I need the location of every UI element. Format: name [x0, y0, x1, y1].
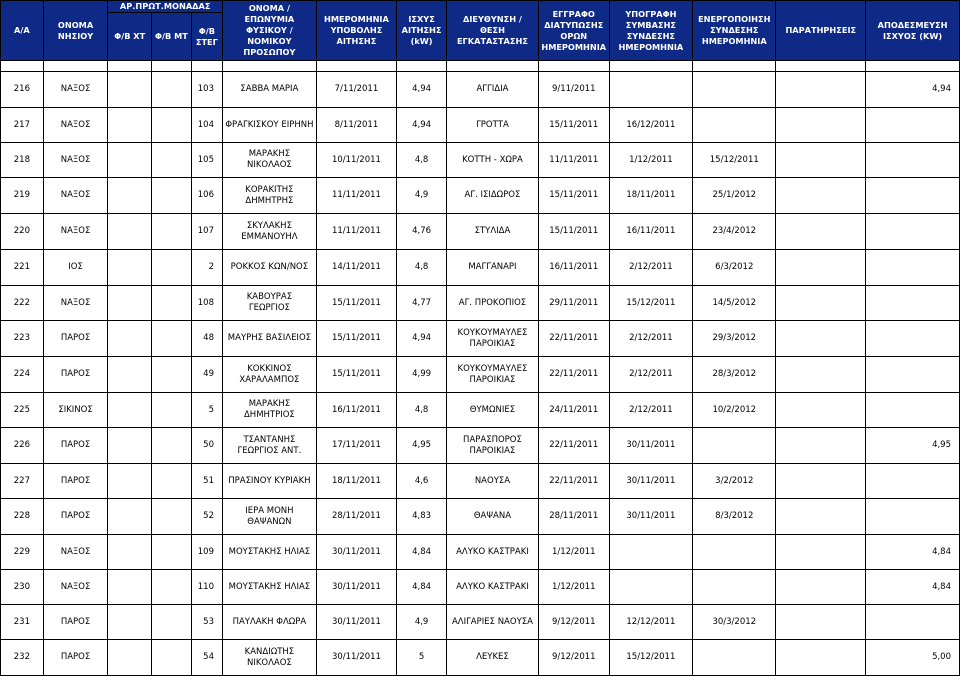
cell-island: ΝΑΞΟΣ	[43, 72, 108, 108]
cell-address: ΑΛΥΚΟ ΚΑΣΤΡΑΚΙ	[447, 535, 539, 570]
table-row	[1, 640, 960, 676]
cell-power: 4,8	[397, 143, 447, 178]
cell-fb-mt	[152, 250, 192, 286]
cell-sign-date: 2/12/2011	[609, 321, 692, 357]
cell-submit-date: 11/11/2011	[316, 214, 396, 250]
cell-notes	[776, 250, 866, 286]
cell-reserve	[866, 286, 960, 321]
cell-name: ΜΑΡΑΚΗΣ ΝΙΚΟΛΑΟΣ	[223, 143, 317, 178]
cell-fb-xt	[108, 108, 152, 143]
cell-fb-xt	[108, 393, 152, 428]
spacer-cell	[1, 61, 44, 72]
cell-name: ΚΟΡΑΚΙΤΗΣ ΔΗΜΗΤΡΗΣ	[223, 178, 317, 214]
cell-reserve: 4,84	[866, 570, 960, 605]
cell-address: ΑΓΓΙΔΙΑ	[447, 72, 539, 108]
cell-fb-mt	[152, 535, 192, 570]
cell-fb-xt	[108, 72, 152, 108]
table-row	[1, 286, 960, 321]
cell-island: ΠΑΡΟΣ	[43, 605, 108, 640]
cell-sign-date: 16/12/2011	[609, 108, 692, 143]
cell-fb-mt	[152, 605, 192, 640]
cell-aa: 218	[1, 143, 44, 178]
cell-reserve	[866, 214, 960, 250]
cell-island: ΣΙΚΙΝΟΣ	[43, 393, 108, 428]
table-row	[1, 605, 960, 640]
cell-reserve	[866, 250, 960, 286]
cell-aa: 220	[1, 214, 44, 250]
cell-submit-date: 15/11/2011	[316, 321, 396, 357]
cell-reserve	[866, 393, 960, 428]
cell-aa: 216	[1, 72, 44, 108]
cell-power: 4,94	[397, 321, 447, 357]
table-row	[1, 72, 960, 108]
cell-notes	[776, 214, 866, 250]
cell-island: ΝΑΞΟΣ	[43, 535, 108, 570]
cell-fb-steg: 108	[191, 286, 222, 321]
spacer-cell	[191, 61, 222, 72]
cell-notes	[776, 428, 866, 464]
cell-activation-date: 6/3/2012	[693, 250, 776, 286]
cell-aa: 232	[1, 640, 44, 676]
cell-terms-date: 22/11/2011	[538, 321, 609, 357]
cell-fb-xt	[108, 321, 152, 357]
cell-name: ΡΟΚΚΟΣ ΚΩΝ/ΝΟΣ	[223, 250, 317, 286]
cell-name: ΚΑΝΔΙΩΤΗΣ ΝΙΚΟΛΑΟΣ	[223, 640, 317, 676]
col-aa: Α/Α	[1, 1, 44, 61]
cell-island: ΝΑΞΟΣ	[43, 108, 108, 143]
cell-aa: 219	[1, 178, 44, 214]
spacer-cell	[108, 61, 152, 72]
cell-island: ΝΑΞΟΣ	[43, 570, 108, 605]
cell-fb-mt	[152, 143, 192, 178]
table-row	[1, 250, 960, 286]
cell-activation-date: 28/3/2012	[693, 357, 776, 393]
cell-sign-date	[609, 570, 692, 605]
cell-reserve	[866, 357, 960, 393]
cell-terms-date: 1/12/2011	[538, 570, 609, 605]
cell-island: ΝΑΞΟΣ	[43, 286, 108, 321]
table-row	[1, 178, 960, 214]
cell-address: ΛΕΥΚΕΣ	[447, 640, 539, 676]
cell-name: ΜΑΥΡΗΣ ΒΑΣΙΛΕΙΟΣ	[223, 321, 317, 357]
cell-reserve	[866, 108, 960, 143]
cell-power: 4,8	[397, 393, 447, 428]
col-power: ΙΣΧΥΣ ΑΙΤΗΣΗΣ (kW)	[397, 1, 447, 61]
cell-fb-xt	[108, 428, 152, 464]
cell-fb-mt	[152, 464, 192, 499]
cell-fb-xt	[108, 570, 152, 605]
cell-submit-date: 17/11/2011	[316, 428, 396, 464]
cell-power: 4,9	[397, 178, 447, 214]
cell-fb-mt	[152, 214, 192, 250]
cell-fb-steg: 110	[191, 570, 222, 605]
cell-reserve	[866, 605, 960, 640]
cell-address: ΠΑΡΑΣΠΟΡΟΣ ΠΑΡΟΙΚΙΑΣ	[447, 428, 539, 464]
table-row	[1, 108, 960, 143]
cell-address: ΚΟΥΚΟΥΜΑΥΛΕΣ ΠΑΡΟΙΚΙΑΣ	[447, 321, 539, 357]
col-fb-mt: Φ/Β ΜΤ	[152, 13, 192, 61]
cell-fb-mt	[152, 393, 192, 428]
cell-name: ΚΑΒΟΥΡΑΣ ΓΕΩΡΓΙΟΣ	[223, 286, 317, 321]
cell-submit-date: 16/11/2011	[316, 393, 396, 428]
col-fb-xt: Φ/Β ΧΤ	[108, 13, 152, 61]
cell-fb-steg: 53	[191, 605, 222, 640]
cell-name: ΣΚΥΛΑΚΗΣ ΕΜΜΑΝΟΥΗΛ	[223, 214, 317, 250]
cell-fb-mt	[152, 286, 192, 321]
cell-notes	[776, 499, 866, 535]
cell-submit-date: 30/11/2011	[316, 640, 396, 676]
spacer-cell	[866, 61, 960, 72]
cell-address: ΣΤΥΛΙΔΑ	[447, 214, 539, 250]
cell-name: ΜΟΥΣΤΑΚΗΣ ΗΛΙΑΣ	[223, 570, 317, 605]
cell-address: ΑΓ. ΠΡΟΚΟΠΙΟΣ	[447, 286, 539, 321]
cell-power: 4,8	[397, 250, 447, 286]
cell-reserve: 5,00	[866, 640, 960, 676]
cell-fb-xt	[108, 464, 152, 499]
cell-sign-date: 2/12/2011	[609, 357, 692, 393]
table-row	[1, 321, 960, 357]
table-row	[1, 570, 960, 605]
cell-name: ΙΕΡΑ ΜΟΝΗ ΘΑΨΑΝΩΝ	[223, 499, 317, 535]
cell-aa: 222	[1, 286, 44, 321]
spacer-cell	[152, 61, 192, 72]
cell-sign-date	[609, 535, 692, 570]
cell-fb-steg: 105	[191, 143, 222, 178]
col-sign-date: ΥΠΟΓΡΑΦΗ ΣΥΜΒΑΣΗΣ ΣΥΝΔΕΣΗΣ ΗΜΕΡΟΜΗΝΙΑ	[609, 1, 692, 61]
cell-power: 4,9	[397, 605, 447, 640]
cell-power: 4,94	[397, 108, 447, 143]
cell-fb-xt	[108, 178, 152, 214]
cell-island: ΙΟΣ	[43, 250, 108, 286]
cell-terms-date: 11/11/2011	[538, 143, 609, 178]
cell-terms-date: 28/11/2011	[538, 499, 609, 535]
cell-fb-mt	[152, 178, 192, 214]
cell-reserve: 4,84	[866, 535, 960, 570]
cell-fb-steg: 51	[191, 464, 222, 499]
cell-terms-date: 29/11/2011	[538, 286, 609, 321]
cell-reserve: 4,94	[866, 72, 960, 108]
cell-terms-date: 9/11/2011	[538, 72, 609, 108]
cell-address: ΘΥΜΩΝΙΕΣ	[447, 393, 539, 428]
cell-address: ΑΓ. ΙΣΙΔΩΡΟΣ	[447, 178, 539, 214]
cell-notes	[776, 393, 866, 428]
cell-fb-xt	[108, 535, 152, 570]
cell-fb-steg: 109	[191, 535, 222, 570]
cell-submit-date: 11/11/2011	[316, 178, 396, 214]
col-island: ΟΝΟΜΑ ΝΗΣΙΟΥ	[43, 1, 108, 61]
spacer-cell	[693, 61, 776, 72]
col-unit-group: ΑΡ.ΠΡΩΤ.ΜΟΝΑΔΑΣ	[108, 1, 223, 13]
cell-aa: 230	[1, 570, 44, 605]
cell-fb-xt	[108, 499, 152, 535]
cell-address: ΓΡΟΤΤΑ	[447, 108, 539, 143]
table-row	[1, 357, 960, 393]
cell-fb-mt	[152, 570, 192, 605]
cell-aa: 225	[1, 393, 44, 428]
cell-fb-steg: 107	[191, 214, 222, 250]
col-name: ΟΝΟΜΑ / ΕΠΩΝΥΜΙΑ ΦΥΣΙΚΟΥ / ΝΟΜΙΚΟΥ ΠΡΟΣΩΠΟΥ	[223, 1, 317, 61]
cell-activation-date	[693, 108, 776, 143]
cell-fb-xt	[108, 214, 152, 250]
table-row	[1, 428, 960, 464]
cell-activation-date	[693, 570, 776, 605]
cell-name: ΣΑΒΒΑ ΜΑΡΙΑ	[223, 72, 317, 108]
cell-fb-xt	[108, 143, 152, 178]
cell-terms-date: 9/12/2011	[538, 605, 609, 640]
table-row	[1, 535, 960, 570]
cell-sign-date: 2/12/2011	[609, 393, 692, 428]
cell-fb-steg: 106	[191, 178, 222, 214]
spacer-cell	[538, 61, 609, 72]
cell-fb-mt	[152, 108, 192, 143]
cell-notes	[776, 357, 866, 393]
table-row	[1, 393, 960, 428]
cell-activation-date: 30/3/2012	[693, 605, 776, 640]
cell-aa: 226	[1, 428, 44, 464]
cell-island: ΠΑΡΟΣ	[43, 357, 108, 393]
cell-submit-date: 30/11/2011	[316, 535, 396, 570]
cell-fb-mt	[152, 357, 192, 393]
cell-fb-steg: 48	[191, 321, 222, 357]
header-spacer-row	[1, 61, 960, 72]
cell-terms-date: 15/11/2011	[538, 214, 609, 250]
cell-terms-date: 9/12/2011	[538, 640, 609, 676]
spacer-cell	[43, 61, 108, 72]
cell-name: ΚΟΚΚΙΝΟΣ ΧΑΡΑΛΑΜΠΟΣ	[223, 357, 317, 393]
cell-address: ΘΑΨΑΝΑ	[447, 499, 539, 535]
cell-fb-xt	[108, 250, 152, 286]
cell-power: 4,84	[397, 570, 447, 605]
cell-activation-date: 10/2/2012	[693, 393, 776, 428]
cell-activation-date	[693, 535, 776, 570]
cell-address: ΚΟΤΤΗ - ΧΩΡΑ	[447, 143, 539, 178]
cell-submit-date: 28/11/2011	[316, 499, 396, 535]
cell-island: ΠΑΡΟΣ	[43, 428, 108, 464]
table-row	[1, 214, 960, 250]
cell-fb-mt	[152, 428, 192, 464]
cell-submit-date: 30/11/2011	[316, 570, 396, 605]
cell-address: ΝΑΟΥΣΑ	[447, 464, 539, 499]
cell-fb-steg: 103	[191, 72, 222, 108]
cell-notes	[776, 570, 866, 605]
cell-power: 4,6	[397, 464, 447, 499]
cell-name: ΠΑΥΛΑΚΗ ΦΛΩΡΑ	[223, 605, 317, 640]
spacer-cell	[316, 61, 396, 72]
cell-island: ΠΑΡΟΣ	[43, 640, 108, 676]
cell-island: ΝΑΞΟΣ	[43, 214, 108, 250]
cell-fb-mt	[152, 72, 192, 108]
cell-activation-date	[693, 72, 776, 108]
table-row	[1, 464, 960, 499]
cell-fb-mt	[152, 321, 192, 357]
cell-terms-date: 22/11/2011	[538, 464, 609, 499]
table-row	[1, 499, 960, 535]
cell-activation-date: 15/12/2011	[693, 143, 776, 178]
cell-aa: 227	[1, 464, 44, 499]
cell-fb-steg: 5	[191, 393, 222, 428]
cell-notes	[776, 286, 866, 321]
cell-fb-steg: 54	[191, 640, 222, 676]
cell-fb-steg: 49	[191, 357, 222, 393]
cell-reserve	[866, 178, 960, 214]
cell-power: 5	[397, 640, 447, 676]
cell-terms-date: 15/11/2011	[538, 108, 609, 143]
cell-address: ΑΛΥΚΟ ΚΑΣΤΡΑΚΙ	[447, 570, 539, 605]
cell-submit-date: 18/11/2011	[316, 464, 396, 499]
cell-island: ΝΑΞΟΣ	[43, 143, 108, 178]
cell-notes	[776, 143, 866, 178]
cell-sign-date: 16/11/2011	[609, 214, 692, 250]
cell-sign-date: 15/12/2011	[609, 640, 692, 676]
col-reserve: ΑΠΟΔΕΣΜΕΥΣΗ ΙΣΧΥΟΣ (KW)	[866, 1, 960, 61]
cell-notes	[776, 535, 866, 570]
cell-submit-date: 30/11/2011	[316, 605, 396, 640]
cell-address: ΚΟΥΚΟΥΜΑΥΛΕΣ ΠΑΡΟΙΚΙΑΣ	[447, 357, 539, 393]
cell-sign-date: 15/12/2011	[609, 286, 692, 321]
cell-fb-steg: 2	[191, 250, 222, 286]
cell-fb-xt	[108, 605, 152, 640]
cell-terms-date: 16/11/2011	[538, 250, 609, 286]
cell-power: 4,77	[397, 286, 447, 321]
cell-terms-date: 15/11/2011	[538, 178, 609, 214]
cell-sign-date: 30/11/2011	[609, 428, 692, 464]
cell-address: ΜΑΓΓΑΝΑΡΙ	[447, 250, 539, 286]
cell-fb-mt	[152, 640, 192, 676]
cell-aa: 228	[1, 499, 44, 535]
cell-sign-date: 30/11/2011	[609, 464, 692, 499]
cell-activation-date: 25/1/2012	[693, 178, 776, 214]
col-terms-doc: ΕΓΓΡΑΦΟ ΔΙΑΤΥΠΩΣΗΣ ΟΡΩΝ ΗΜΕΡΟΜΗΝΙΑ	[538, 1, 609, 61]
cell-power: 4,94	[397, 72, 447, 108]
spacer-cell	[776, 61, 866, 72]
cell-terms-date: 22/11/2011	[538, 357, 609, 393]
cell-activation-date	[693, 640, 776, 676]
cell-activation-date: 8/3/2012	[693, 499, 776, 535]
cell-island: ΝΑΞΟΣ	[43, 178, 108, 214]
table-row	[1, 143, 960, 178]
cell-island: ΠΑΡΟΣ	[43, 464, 108, 499]
cell-submit-date: 7/11/2011	[316, 72, 396, 108]
cell-submit-date: 15/11/2011	[316, 357, 396, 393]
col-submit-date: ΗΜΕΡΟΜΗΝΙΑ ΥΠΟΒΟΛΗΣ ΑΙΤΗΣΗΣ	[316, 1, 396, 61]
cell-fb-xt	[108, 640, 152, 676]
header-row-top	[1, 1, 960, 13]
cell-fb-steg: 50	[191, 428, 222, 464]
cell-reserve	[866, 321, 960, 357]
cell-notes	[776, 108, 866, 143]
cell-island: ΠΑΡΟΣ	[43, 499, 108, 535]
cell-reserve: 4,95	[866, 428, 960, 464]
cell-activation-date: 3/2/2012	[693, 464, 776, 499]
spacer-cell	[223, 61, 317, 72]
cell-aa: 217	[1, 108, 44, 143]
cell-notes	[776, 72, 866, 108]
cell-sign-date	[609, 72, 692, 108]
cell-reserve	[866, 143, 960, 178]
cell-name: ΜΑΡΑΚΗΣ ΔΗΜΗΤΡΙΟΣ	[223, 393, 317, 428]
col-activation: ΕΝΕΡΓΟΠΟΙΗΣΗ ΣΥΝΔΕΣΗΣ ΗΜΕΡΟΜΗΝΙΑ	[693, 1, 776, 61]
cell-notes	[776, 640, 866, 676]
cell-sign-date: 18/11/2011	[609, 178, 692, 214]
cell-submit-date: 8/11/2011	[316, 108, 396, 143]
cell-submit-date: 14/11/2011	[316, 250, 396, 286]
col-notes: ΠΑΡΑΤΗΡΗΣΕΙΣ	[776, 1, 866, 61]
cell-terms-date: 24/11/2011	[538, 393, 609, 428]
cell-fb-mt	[152, 499, 192, 535]
cell-submit-date: 15/11/2011	[316, 286, 396, 321]
cell-fb-xt	[108, 286, 152, 321]
cell-power: 4,84	[397, 535, 447, 570]
cell-aa: 231	[1, 605, 44, 640]
cell-aa: 229	[1, 535, 44, 570]
spacer-cell	[397, 61, 447, 72]
cell-power: 4,95	[397, 428, 447, 464]
cell-activation-date: 29/3/2012	[693, 321, 776, 357]
cell-fb-xt	[108, 357, 152, 393]
cell-sign-date: 2/12/2011	[609, 250, 692, 286]
cell-sign-date: 12/12/2011	[609, 605, 692, 640]
cell-fb-steg: 104	[191, 108, 222, 143]
spacer-cell	[609, 61, 692, 72]
spacer-cell	[447, 61, 539, 72]
cell-activation-date: 23/4/2012	[693, 214, 776, 250]
cell-reserve	[866, 464, 960, 499]
cell-aa: 224	[1, 357, 44, 393]
cell-power: 4,76	[397, 214, 447, 250]
cell-name: ΜΟΥΣΤΑΚΗΣ ΗΛΙΑΣ	[223, 535, 317, 570]
cell-fb-steg: 52	[191, 499, 222, 535]
cell-aa: 223	[1, 321, 44, 357]
cell-notes	[776, 321, 866, 357]
col-address: ΔΙΕΥΘΥΝΣΗ / ΘΕΣΗ ΕΓΚΑΤΑΣΤΑΣΗΣ	[447, 1, 539, 61]
cell-notes	[776, 178, 866, 214]
cell-island: ΠΑΡΟΣ	[43, 321, 108, 357]
cell-terms-date: 1/12/2011	[538, 535, 609, 570]
cell-aa: 221	[1, 250, 44, 286]
cell-notes	[776, 605, 866, 640]
cell-terms-date: 22/11/2011	[538, 428, 609, 464]
cell-sign-date: 30/11/2011	[609, 499, 692, 535]
cell-activation-date: 14/5/2012	[693, 286, 776, 321]
cell-notes	[776, 464, 866, 499]
col-fb-steg: Φ/Β ΣΤΕΓ	[191, 13, 222, 61]
cell-name: ΦΡΑΓΚΙΣΚΟΥ ΕΙΡΗΝΗ	[223, 108, 317, 143]
cell-address: ΑΛΙΓΑΡΙΕΣ ΝΑΟΥΣΑ	[447, 605, 539, 640]
cell-name: ΤΣΑΝΤΑΝΗΣ ΓΕΩΡΓΙΟΣ ΑΝΤ.	[223, 428, 317, 464]
cell-name: ΠΡΑΣΙΝΟΥ ΚΥΡΙΑΚΗ	[223, 464, 317, 499]
cell-activation-date	[693, 428, 776, 464]
cell-sign-date: 1/12/2011	[609, 143, 692, 178]
cell-reserve	[866, 499, 960, 535]
cell-submit-date: 10/11/2011	[316, 143, 396, 178]
cell-power: 4,99	[397, 357, 447, 393]
cell-power: 4,83	[397, 499, 447, 535]
